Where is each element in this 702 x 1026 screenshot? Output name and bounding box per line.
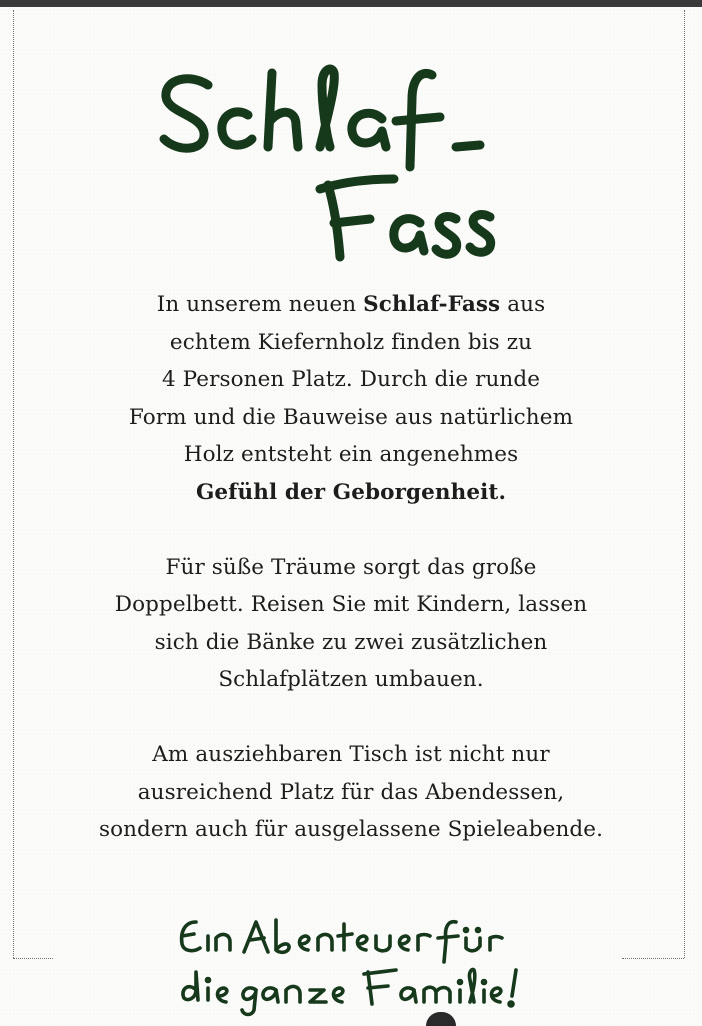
paragraph-intro (40, 286, 662, 511)
text-line: Für süße Träume sorgt das große (165, 554, 537, 580)
emphasis-product-name: Schlaf-Fass (363, 292, 501, 317)
text-run: In unserem neuen (156, 292, 364, 317)
text-line: sich die Bänke zu zwei zusätzlichen (154, 629, 548, 655)
text-line: echtem Kiefernholz finden bis zu (169, 329, 533, 355)
text-line: Form und die Bauweise aus natürlichem (128, 404, 574, 430)
text-line: ausreichend Platz für das Abendessen, (137, 779, 565, 805)
dotted-border-left (13, 10, 14, 958)
text-line: sondern auch für ausgelassene Spieleabende. (98, 817, 604, 842)
paragraph-table (40, 736, 662, 849)
title-lettering-graphic (150, 55, 530, 270)
emphasis-line: Gefühl der Geborgenheit. (195, 479, 507, 505)
text-line: Doppelbett. Reisen Sie mit Kindern, lassen (114, 592, 588, 617)
text-line: Holz entsteht ein angenehmes (183, 442, 519, 467)
text-line: Am ausziehbaren Tisch ist nicht nur (152, 742, 550, 767)
text-run: aus (500, 292, 546, 317)
text-line (40, 286, 662, 324)
slogan-strokes (182, 920, 516, 1015)
handwritten-title (150, 55, 530, 270)
dotted-border-bottom-right (622, 958, 684, 959)
description-text (40, 286, 662, 849)
handwritten-slogan (160, 910, 540, 1020)
scan-top-edge (0, 0, 702, 7)
text-line: 4 Personen Platz. Durch die runde (161, 367, 541, 392)
dotted-border-right (684, 10, 685, 958)
text-line: Schlafplätzen umbauen. (218, 667, 484, 692)
title-strokes (164, 69, 491, 257)
slogan-lettering-graphic (160, 910, 540, 1020)
paragraph-sleeping (40, 549, 662, 699)
dotted-border-bottom-left (13, 958, 53, 959)
